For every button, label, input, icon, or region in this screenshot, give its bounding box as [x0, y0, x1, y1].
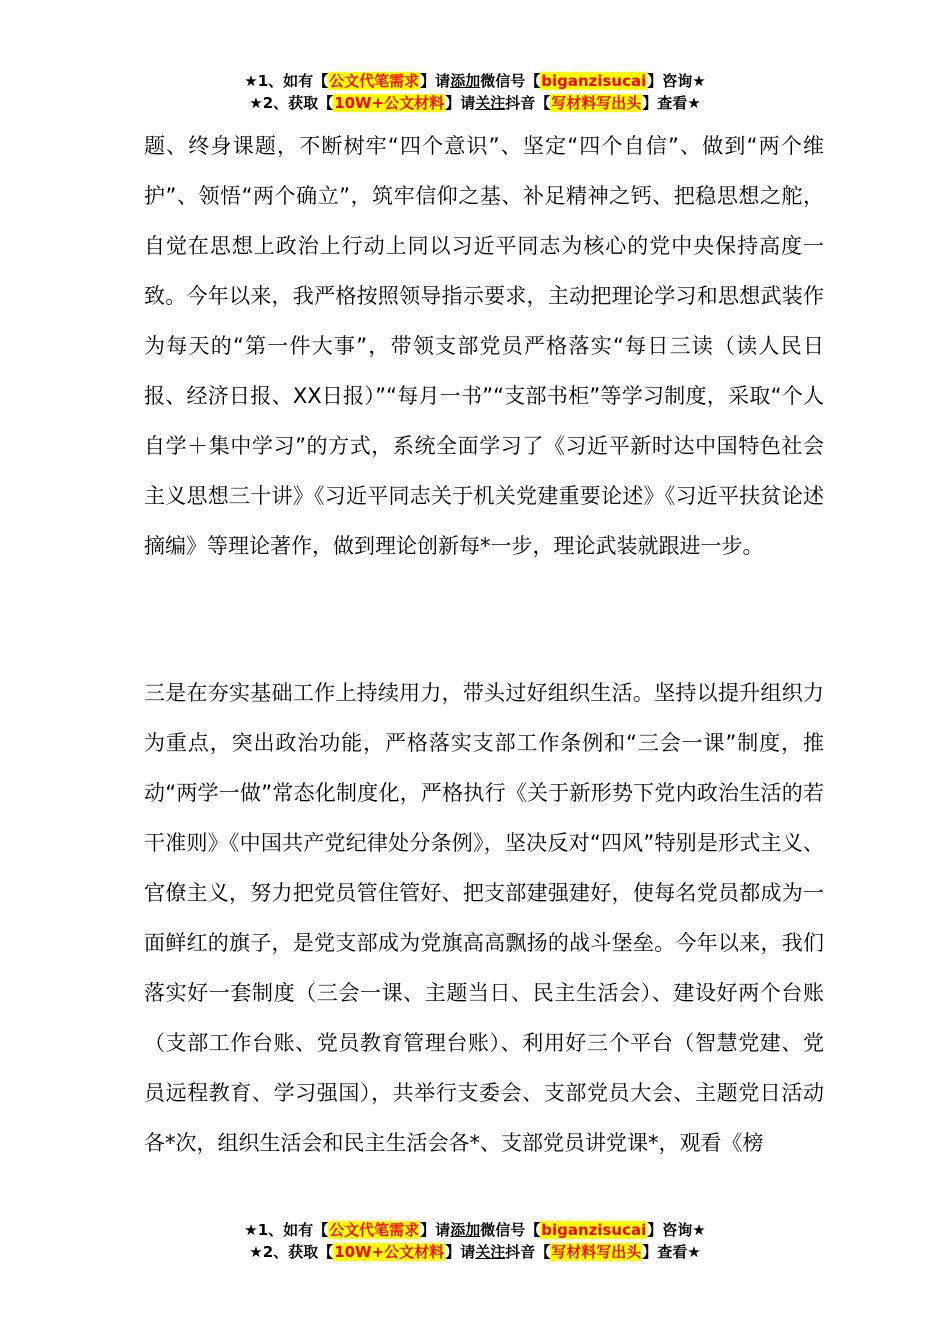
banner-text: 】请 — [420, 72, 451, 90]
banner-text: 抖音【 — [505, 94, 551, 112]
banner-text: 】咨询★ — [647, 72, 706, 90]
banner-underlined-text: 关注 — [475, 94, 506, 112]
banner-text: 】查看★ — [642, 1243, 701, 1261]
banner-text: 】请 — [445, 94, 476, 112]
banner-line-1 — [0, 1219, 950, 1241]
banner-line-2 — [0, 1241, 950, 1263]
banner-text: 抖音【 — [505, 1243, 551, 1261]
banner-highlight-wechat-id: biganzisucai — [541, 72, 647, 90]
header-banner — [0, 70, 950, 114]
banner-text: 微信号【 — [480, 72, 541, 90]
banner-text: ★2、获取【 — [249, 94, 334, 112]
banner-line-1 — [0, 70, 950, 92]
banner-underlined-text: 关注 — [475, 1243, 506, 1261]
banner-line-2 — [0, 92, 950, 114]
banner-text: 】咨询★ — [647, 1221, 706, 1239]
banner-highlight: 公文代笔需求 — [329, 72, 420, 90]
body-paragraph-1: 题、终身课题，不断树牢“四个意识”、坚定“四个自信”、做到“两个维护”、领悟“两个确立”，筑牢信仰之基、补足精神之钙、把稳思想之舵，自觉在思想上政治上行动上同以习近平同志为核心的党中央保持高度一致。今年以来，我严格按照领导指示要求，主动把理论学习和思想武装作为每天的“第一件大事”，带领支部党员严格落实“每日三读（读人民日报、经济日报、XX日报）”“每月一书”“支部书柜”等学习制度，采取“个人自学＋集中学习”的方式，系统全面学习了《习近平新时达中国特色社会主义思想三十讲》《习近平同志关于机关党建重要论述》《习近平扶贫论述摘编》等理论著作，做到理论创新每*一步，理论武装就跟进一步。 — [144, 134, 824, 558]
body-paragraph-2: 三是在夯实基础工作上持续用力，带头过好组织生活。坚持以提升组织力为重点，突出政治功能，严格落实支部工作条例和“三会一课”制度，推动“两学一做”常态化制度化，严格执行《关于新形势下党内政治生活的若干准则》《中国共产党纪律处分条例》，坚决反对“四风”特别是形式主义、官僚主义，努力把党员管住管好、把支部建强建好，使每名党员都成为一面鲜红的旗子，是党支部成为党旗高高飘扬的战斗堡垒。今年以来，我们落实好一套制度（三会一课、主题当日、民主生活会）、建设好两个台账（支部工作台账、党员教育管理台账）、利用好三个平台（智慧党建、党员远程教育、学习强国），共举行支委会、支部党员大会、主题党日活动各*次，组织生活会和民主生活会各*、支部党员讲党课*，观看《榜 — [144, 681, 824, 1155]
banner-underlined-text: 添加 — [450, 72, 481, 90]
banner-text: ★1、如有【 — [244, 1221, 329, 1239]
banner-text: 微信号【 — [480, 1221, 541, 1239]
banner-highlight-douyin-id: 写材料写出头 — [551, 1243, 642, 1261]
banner-text: ★2、获取【 — [249, 1243, 334, 1261]
banner-text: 】请 — [445, 1243, 476, 1261]
banner-highlight: 10W+公文材料 — [334, 1243, 445, 1261]
footer-banner — [0, 1219, 950, 1263]
banner-text: 】查看★ — [642, 94, 701, 112]
banner-highlight-wechat-id: biganzisucai — [541, 1221, 647, 1239]
banner-text: 】请 — [420, 1221, 451, 1239]
banner-text: ★1、如有【 — [244, 72, 329, 90]
banner-highlight: 公文代笔需求 — [329, 1221, 420, 1239]
banner-underlined-text: 添加 — [450, 1221, 481, 1239]
banner-highlight: 10W+公文材料 — [334, 94, 445, 112]
banner-highlight-douyin-id: 写材料写出头 — [551, 94, 642, 112]
